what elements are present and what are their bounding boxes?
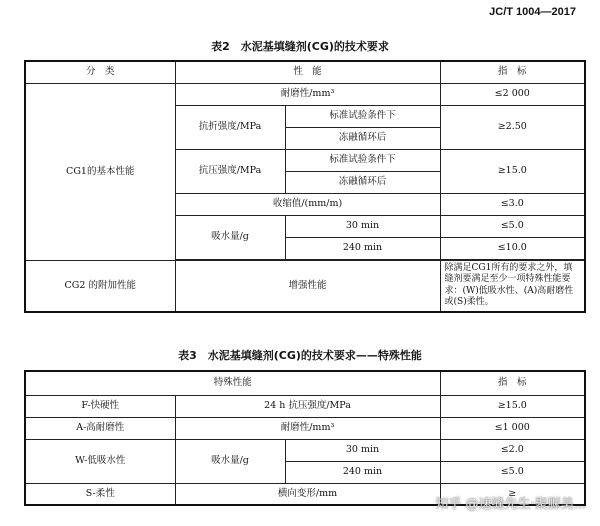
standard-code: JC/T 1004—2017 <box>489 6 576 18</box>
header-index: 指 标 <box>440 61 585 83</box>
water-abs-240min-value: ≤10.0 <box>440 237 585 259</box>
f-value: ≥15.0 <box>440 395 585 417</box>
abrasion-cell: 耐磨性/mm³ <box>175 83 440 105</box>
f-label: F-快硬性 <box>25 395 175 417</box>
header-special: 特殊性能 <box>25 371 440 395</box>
water-abs-240min: 240 min <box>285 237 440 259</box>
w-240min: 240 min <box>285 461 440 483</box>
w-30min-value: ≤2.0 <box>440 439 585 461</box>
a-property: 耐磨性/mm³ <box>175 417 440 439</box>
table2-caption: 表2 水泥基填缝剂(CG)的技术要求 <box>211 40 389 53</box>
table-row <box>25 61 585 83</box>
shrinkage-value: ≤3.0 <box>440 193 585 215</box>
compressive-cell: 抗压强度/MPa <box>175 149 285 193</box>
shrinkage-cell: 收缩值/(mm/m) <box>175 193 440 215</box>
a-label: A-高耐磨性 <box>25 417 175 439</box>
s-label: S-柔性 <box>25 483 175 505</box>
enhanced-cell: 增强性能 <box>175 260 440 312</box>
flexural-std-cond: 标准试验条件下 <box>285 105 440 127</box>
watermark: 知乎 @速缝先生·聚脲美... <box>435 497 586 512</box>
compressive-std-cond: 标准试验条件下 <box>285 149 440 171</box>
header-index: 指 标 <box>440 371 585 395</box>
s-property: 横向变形/mm <box>175 483 440 505</box>
water-abs-30min: 30 min <box>285 215 440 237</box>
f-property: 24 h 抗压强度/MPa <box>175 395 440 417</box>
w-label: W-低吸水性 <box>25 439 175 483</box>
compressive-value: ≥15.0 <box>440 149 585 193</box>
water-abs-30min-value: ≤5.0 <box>440 215 585 237</box>
w-property: 吸水量/g <box>175 439 285 483</box>
table2 <box>24 60 586 313</box>
header-category: 分 类 <box>25 61 175 83</box>
w-240min-value: ≤5.0 <box>440 461 585 483</box>
cg1-category-cell: CG1的基本性能 <box>25 83 175 260</box>
compressive-freeze-thaw: 冻融循环后 <box>285 171 440 193</box>
table3 <box>24 370 586 506</box>
water-absorption-cell: 吸水量/g <box>175 215 285 259</box>
table-row <box>25 371 585 395</box>
flexural-value: ≥2.50 <box>440 105 585 149</box>
table-row <box>25 439 585 461</box>
s-value: ≥ <box>440 483 585 505</box>
header-property: 性 能 <box>175 61 440 83</box>
abrasion-value: ≤2 000 <box>440 83 585 105</box>
table-row <box>25 260 585 312</box>
flexural-freeze-thaw: 冻融循环后 <box>285 127 440 149</box>
table-row <box>25 83 585 105</box>
flexural-cell: 抗折强度/MPa <box>175 105 285 149</box>
table3-caption: 表3 水泥基填缝剂(CG)的技术要求——特殊性能 <box>178 349 422 362</box>
w-30min: 30 min <box>285 439 440 461</box>
cg2-category-cell: CG2 的附加性能 <box>25 260 175 312</box>
table-row <box>25 417 585 439</box>
cg2-note: 除满足CG1所有的要求之外，填缝剂要满足至少一项特殊性能要求：(W)低吸水性、(A)高耐磨性或(S)柔性。 <box>440 260 585 312</box>
a-value: ≤1 000 <box>440 417 585 439</box>
table-row <box>25 395 585 417</box>
